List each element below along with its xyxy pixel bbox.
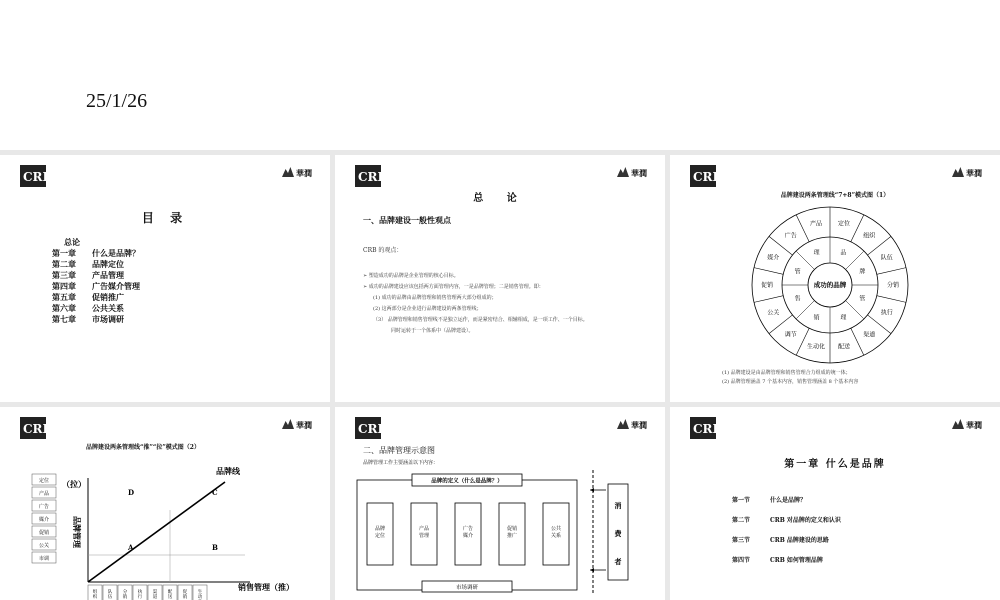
toc-chapter: 第六章 (52, 303, 76, 313)
slide-title: 总 论 (473, 193, 527, 204)
outer-segment-label: 执行 (880, 309, 893, 317)
outer-segment-label: 调节 (784, 331, 797, 339)
bottom-item-label: 分销 (122, 590, 128, 600)
toc-item[interactable] (52, 259, 140, 270)
toc-chapter: 第一章 (52, 248, 76, 258)
mgmt-box-label: 关系 (550, 533, 562, 539)
crb-logo-icon (20, 165, 53, 187)
toc-chapter: 第七章 (52, 314, 76, 324)
toc-item[interactable] (52, 281, 140, 292)
viewpoint-line: 同时运转于一个体系中（品牌建设）。 (391, 328, 474, 334)
outer-segment-label: 促销 (760, 282, 774, 289)
toc-title: 目 录 (141, 211, 189, 225)
definition-label: 品牌的定义（什么是品牌？） (431, 478, 503, 485)
inner-segment-label: 理 (813, 249, 820, 257)
toc-list (52, 237, 140, 325)
huarun-logo: 華潤 (952, 419, 982, 431)
research-label: 市场调研 (455, 585, 479, 591)
model-title: 品牌建设两条管理线“7+8”模式图（1） (780, 192, 890, 199)
mgmt-box-label: 定位 (374, 533, 386, 539)
huarun-logo: 華潤 (282, 419, 312, 431)
slide-push-pull[interactable] (0, 407, 330, 600)
bottom-item-label: 生动 (197, 590, 203, 600)
consumer-label: 者 (614, 557, 622, 566)
center-label: 成功的品牌 (813, 281, 847, 289)
mgmt-box-label: 广告 (462, 526, 474, 532)
left-item-label: 定位 (38, 478, 50, 484)
outer-segment-label: 广告 (784, 232, 797, 240)
svg-text:CRB: CRB (23, 170, 53, 184)
toc-chapter: 第三章 (52, 270, 76, 280)
section-item[interactable] (732, 491, 841, 511)
section-item[interactable] (732, 551, 841, 571)
outer-segment-label: 组织 (863, 232, 876, 240)
push-pull-title: 品牌建设两条管理线“推”“拉”模式图（2） (86, 444, 200, 451)
section-item[interactable] (732, 511, 841, 531)
section-number: 第三节 (732, 537, 751, 544)
mgmt-box-label: 推广 (506, 533, 518, 539)
mgmt-subtitle: 品牌管理工作主要涵盖以下内容： (363, 460, 439, 466)
viewpoint-line: (2) 这两部分是企业进行品牌建设的两条管理线； (373, 306, 482, 312)
viewpoint-line: ➢ 塑造成功的品牌是企业管理的核心目标。 (363, 273, 459, 279)
inner-segment-label: 品 (840, 249, 847, 257)
viewpoint-line: ➢ 成功的品牌建设应该包括两方面管理内容，一是品牌管理；二是销售管理。即： (363, 284, 544, 290)
slide-chapter-one[interactable] (670, 407, 1000, 600)
toc-label: 公共关系 (92, 303, 124, 313)
x-axis-label: 销售管理（推） (238, 582, 294, 592)
left-item-label: 促销 (38, 530, 50, 536)
mgmt-box-label: 产品 (418, 526, 430, 532)
svg-text:CRB: CRB (693, 170, 723, 184)
crb-viewpoint: CRB 的观点： (363, 247, 403, 254)
viewpoint-lines (363, 271, 643, 337)
left-item-label: 公关 (38, 543, 50, 549)
inner-segment-label: 售 (794, 295, 801, 303)
consumer-label: 费 (614, 529, 622, 538)
inner-segment-label: 销 (813, 314, 820, 322)
section-list (732, 491, 841, 571)
section-heading: 一、品牌建设一般性观点 (363, 215, 451, 225)
arrow-head-icon (590, 568, 594, 572)
toc-item[interactable] (52, 292, 140, 303)
huarun-mark-icon (952, 167, 964, 177)
svg-text:CRB: CRB (693, 422, 723, 436)
huarun-mark-icon (617, 167, 629, 177)
slide-overview[interactable] (335, 155, 665, 402)
toc-item[interactable] (52, 237, 140, 248)
bottom-item-label: 渠道 (152, 590, 158, 600)
header-area (0, 0, 1000, 150)
huarun-logo: 華潤 (282, 167, 312, 179)
left-item-label: 产品 (38, 491, 50, 497)
toc-label: 什么是品牌？ (92, 248, 140, 258)
inner-segment-label: 牌 (859, 268, 866, 276)
y-axis-label: 品牌管理 (72, 516, 82, 548)
crb-logo-icon (690, 165, 723, 187)
quadrant-label: B (212, 543, 218, 552)
quadrant-label: D (128, 488, 135, 497)
slide-brand-mgmt[interactable] (335, 407, 665, 600)
huarun-logo: 華潤 (617, 167, 647, 179)
svg-text:CRB: CRB (358, 170, 388, 184)
model-note: (1) 品牌建设是由品牌管理和销售管理合力组成的统一体； (722, 370, 851, 376)
huarun-mark-icon (617, 419, 629, 429)
toc-chapter: 第二章 (52, 259, 76, 269)
bottom-item-label: 促销 (182, 590, 188, 600)
arrow-head-icon (590, 488, 594, 492)
section-number: 第一节 (732, 497, 751, 504)
crb-logo-icon (690, 417, 723, 439)
mgmt-box-label: 管理 (418, 533, 430, 539)
quadrant-label: A (128, 543, 134, 552)
outer-segment-label: 定位 (838, 220, 851, 228)
mgmt-box-label: 促销 (506, 526, 518, 532)
pull-label: （拉） (62, 479, 86, 489)
toc-label: 广告媒介管理 (92, 281, 140, 291)
section-label: CRB 如何管理品牌 (770, 557, 823, 564)
viewpoint-line: （3） 品牌管理和销售管理线不是独立运作，而是紧密结合、相辅相成，是一项工作、一个目标。 (373, 317, 588, 323)
toc-chapter: 第四章 (52, 281, 76, 291)
section-number: 第二节 (732, 517, 751, 524)
crb-logo-icon (355, 417, 388, 439)
bottom-item-label: 队伍 (107, 590, 113, 600)
outer-segment-label: 分销 (886, 282, 900, 289)
svg-text:CRB: CRB (358, 422, 388, 436)
huarun-mark-icon (952, 419, 964, 429)
toc-label: 品牌定位 (92, 259, 124, 269)
inner-segment-label: 管 (794, 268, 801, 276)
outer-segment-label: 队伍 (880, 254, 893, 262)
mgmt-box-label: 公共 (550, 526, 562, 532)
toc-label: 市场调研 (92, 314, 124, 324)
bottom-item-label: 执行 (137, 590, 143, 600)
brand-wheel-diagram (750, 203, 910, 373)
section-label: CRB 品牌建设的思路 (770, 537, 829, 544)
model-note: (2) 品牌管理涵盖 7 个基本内容，销售管理涵盖 8 个基本内容 (722, 379, 859, 385)
toc-item[interactable] (52, 303, 140, 314)
huarun-logo: 華潤 (952, 167, 982, 179)
mgmt-title: 二、品牌管理示意图 (363, 446, 435, 455)
bottom-item-label: 组织 (92, 590, 98, 600)
brand-mgmt-diagram (350, 470, 660, 600)
svg-text:CRB: CRB (23, 422, 53, 436)
model-notes (722, 369, 858, 387)
quadrant-label: C (212, 488, 218, 497)
toc-chapter: 第五章 (52, 292, 76, 302)
toc-item[interactable] (52, 270, 140, 281)
consumer-label: 消 (614, 501, 622, 510)
left-item-label: 市调 (38, 556, 50, 562)
section-number: 第四节 (732, 557, 751, 564)
section-label: 什么是品牌？ (770, 497, 807, 504)
mgmt-box-label: 媒介 (462, 533, 474, 539)
push-pull-diagram (0, 450, 330, 600)
brand-line (88, 482, 225, 582)
toc-label: 总论 (64, 237, 80, 247)
outer-segment-label: 配送 (838, 343, 851, 351)
date-label: 25/1/26 (86, 90, 148, 112)
slide-toc[interactable] (0, 155, 330, 402)
toc-label: 促销推广 (92, 292, 124, 302)
viewpoint-line: (1) 成功的品牌由品牌管理和销售管理两大部分组成的； (373, 295, 497, 301)
crb-logo-icon (20, 417, 53, 439)
outer-segment-label: 公关 (767, 309, 780, 317)
slide-78-model[interactable] (670, 155, 1000, 402)
mgmt-box-label: 品牌 (374, 526, 386, 532)
left-item-label: 媒介 (38, 517, 50, 523)
outer-segment-label: 生动化 (806, 343, 825, 351)
toc-item[interactable] (52, 314, 140, 325)
brand-line-label: 品牌线 (216, 466, 240, 476)
huarun-mark-icon (282, 167, 294, 177)
toc-label: 产品管理 (92, 270, 124, 280)
toc-item[interactable] (52, 248, 140, 259)
huarun-mark-icon (282, 419, 294, 429)
section-item[interactable] (732, 531, 841, 551)
outer-segment-label: 产品 (809, 220, 822, 228)
inner-segment-label: 理 (840, 314, 847, 322)
left-item-label: 广告 (38, 504, 50, 510)
bottom-item-label: 配送 (167, 590, 173, 600)
outer-segment-label: 媒介 (767, 254, 780, 262)
inner-segment-label: 管 (859, 295, 866, 303)
huarun-logo: 華潤 (617, 419, 647, 431)
section-label: CRB 对品牌的定义和认识 (770, 517, 841, 524)
outer-segment-label: 渠道 (863, 331, 876, 339)
chapter-title: 第一章 什么是品牌 (784, 459, 886, 470)
crb-logo-icon (355, 165, 388, 187)
